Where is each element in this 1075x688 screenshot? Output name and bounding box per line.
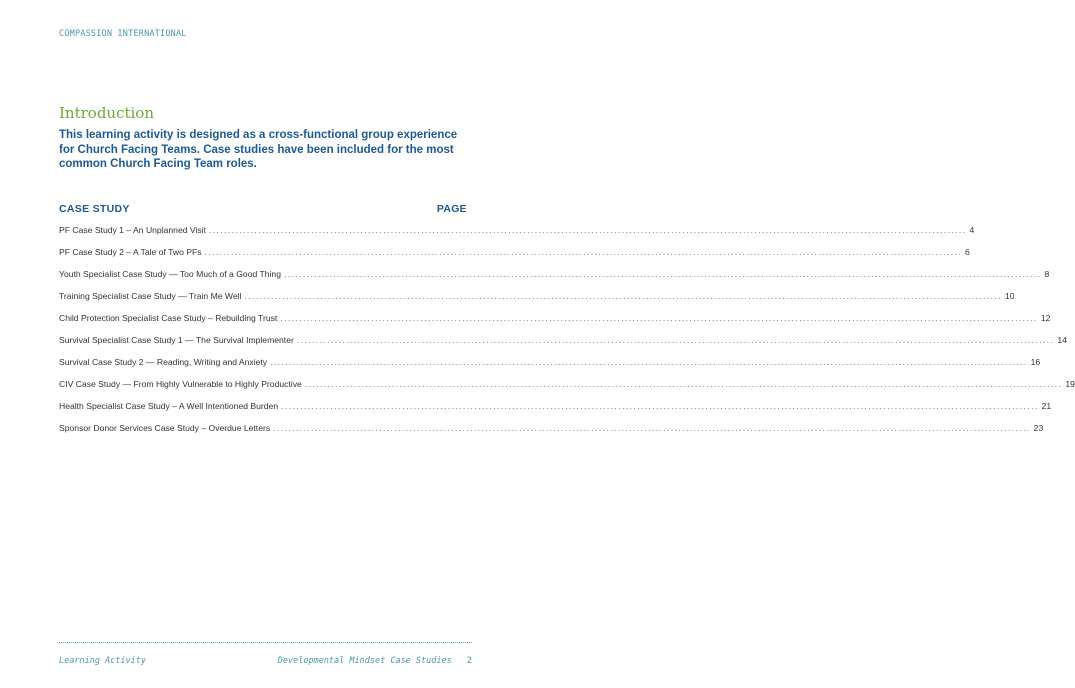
toc-leader-dots: ........................................................................................................................................................................................................ [208,225,967,235]
toc-col-page: PAGE [436,203,467,215]
toc-entry-page: 4 [969,225,975,235]
toc-leader-dots: ........................................................................................................................................................................................................ [270,357,1028,367]
toc-entry-page: 8 [1044,269,1050,279]
running-header: COMPASSION INTERNATIONAL [59,29,187,39]
toc-entry-page: 21 [1041,401,1052,411]
toc-entry-title: Survival Specialist Case Study 1 — The Survival Implementer [59,335,294,345]
toc-entry-title: Training Specialist Case Study — Train Me Well [59,291,242,301]
toc-leader-dots: ........................................................................................................................................................................................................ [304,379,1063,389]
toc-entry[interactable] [59,291,1015,313]
toc-entry-page: 19 [1065,379,1075,389]
toc-entry[interactable] [59,379,1075,401]
toc-entry-title: PF Case Study 1 – An Unplanned Visit [59,225,206,235]
toc-entry-page: 6 [965,247,970,257]
toc-entry[interactable] [59,423,1044,445]
toc-entry-page: 14 [1057,335,1067,345]
toc-entry[interactable] [59,357,1041,379]
toc-leader-dots: ........................................................................................................................................................................................................ [296,335,1055,345]
footer-divider [59,642,472,643]
toc-entry-page: 23 [1033,423,1044,433]
toc-entry[interactable] [59,269,1050,291]
toc-entry-title: Survival Case Study 2 — Reading, Writing and Anxiety [59,357,268,367]
toc-leader-dots: ........................................................................................................................................................................................................ [280,313,1038,323]
toc-entry[interactable] [59,247,970,269]
toc-leader-dots: ........................................................................................................................................................................................................ [281,401,1039,411]
toc-entry-title: PF Case Study 2 – A Tale of Two PFs [59,247,202,257]
toc-leader-dots: ........................................................................................................................................................................................................ [283,269,1042,279]
toc-leader-dots: ........................................................................................................................................................................................................ [204,247,963,257]
intro-paragraph: This learning activity is designed as a cross-functional group experience for Church Facing Teams. Case studies have been included for the most common Church Facing Team roles. [59,129,458,170]
toc-entry-title: Child Protection Specialist Case Study – Rebuilding Trust [59,313,278,323]
toc-leader-dots: ........................................................................................................................................................................................................ [273,423,1031,433]
toc-header [59,203,467,215]
table-of-contents [59,225,1075,445]
toc-entry-page: 12 [1040,313,1051,323]
page-number: 2 [466,656,472,666]
footer-right-text: Developmental Mindset Case Studies [277,656,452,666]
toc-entry[interactable] [59,401,1052,423]
toc-entry-page: 16 [1030,357,1041,367]
intro-heading: Introduction [59,104,154,122]
toc-entry-title: Youth Specialist Case Study — Too Much of a Good Thing [59,269,281,279]
toc-entry-title: Health Specialist Case Study – A Well Intentioned Burden [59,401,279,411]
toc-entry[interactable] [59,335,1067,357]
toc-entry-title: CIV Case Study — From Highly Vulnerable to Highly Productive [59,379,302,389]
toc-entry[interactable] [59,313,1051,335]
toc-entry-page: 10 [1004,291,1015,301]
toc-col-case-study: CASE STUDY [59,203,130,215]
toc-leader-dots: ........................................................................................................................................................................................................ [244,291,1002,301]
toc-entry-title: Sponsor Donor Services Case Study – Overdue Letters [59,423,271,433]
footer-right [278,656,472,666]
footer-left-text: Learning Activity [59,656,146,666]
toc-entry[interactable] [59,225,975,247]
